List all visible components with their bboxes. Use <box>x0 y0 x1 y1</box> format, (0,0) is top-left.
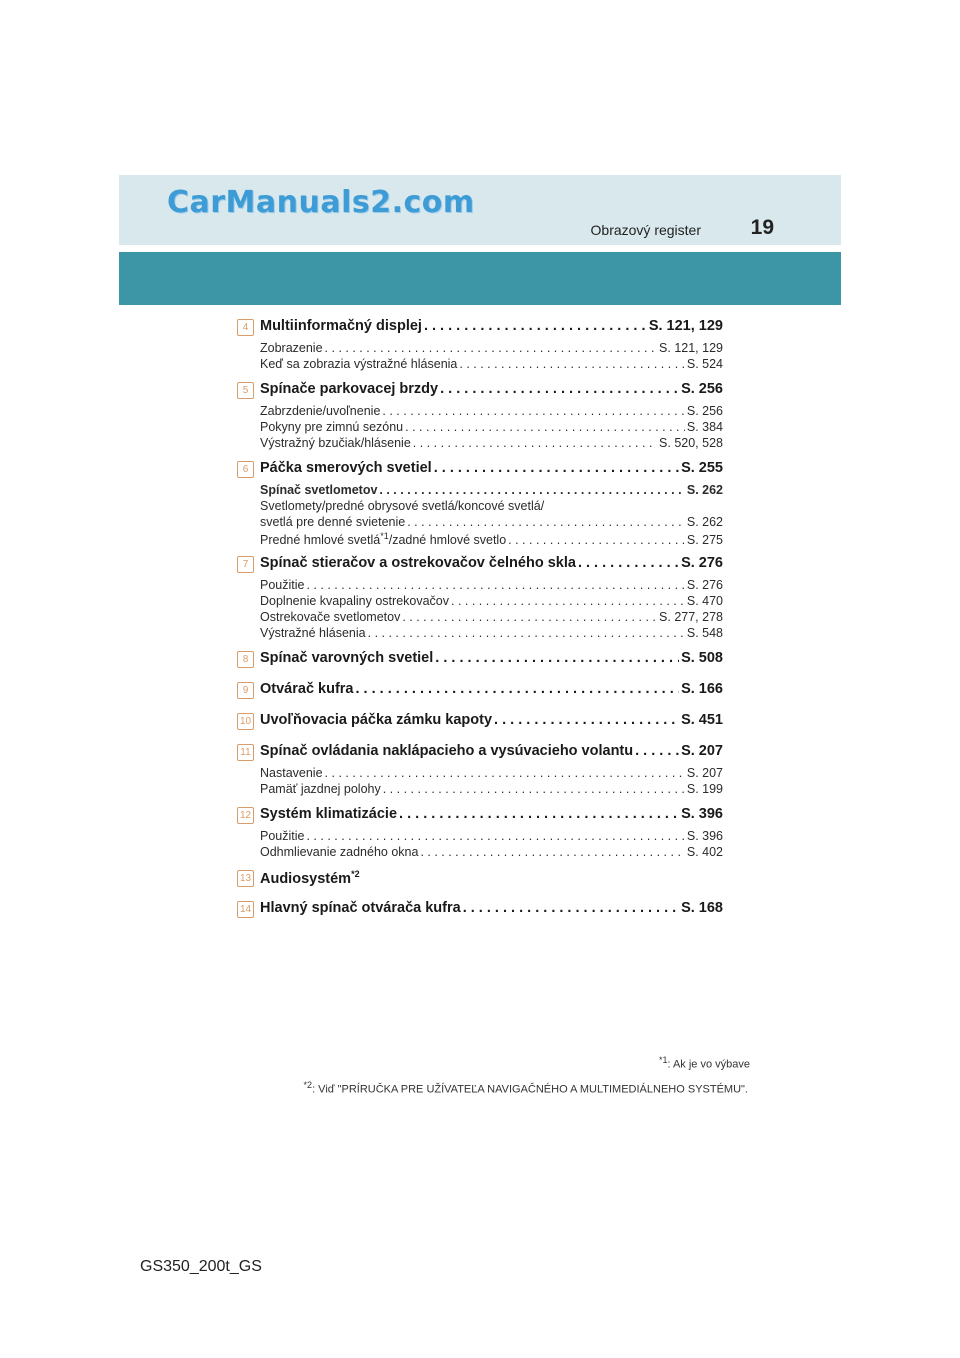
index-entries <box>237 318 723 931</box>
sub-label-text: Použitie <box>260 578 305 592</box>
sub-label-text: Pamäť jazdnej polohy <box>260 782 381 796</box>
leader-dots <box>325 341 658 355</box>
entry-title-line[interactable] <box>260 869 723 892</box>
sub-page-ref: S. 402 <box>686 845 723 859</box>
entry-title <box>260 712 492 728</box>
index-entry <box>237 318 723 373</box>
sub-label <box>260 531 506 547</box>
entry-number-badge: 13 <box>237 870 254 887</box>
entry-page-ref: S. 276 <box>681 555 723 571</box>
entry-page-ref: S. 256 <box>681 381 723 397</box>
index-entry <box>237 381 723 452</box>
entry-title-line[interactable] <box>260 650 723 673</box>
entry-number-badge: 11 <box>237 744 254 761</box>
leader-dots <box>508 533 685 547</box>
sub-page-ref: S. 262 <box>686 515 723 529</box>
entry-page-ref: S. 451 <box>681 712 723 728</box>
leader-dots <box>405 420 685 434</box>
entry-sub-line[interactable] <box>260 483 723 499</box>
entry-gap <box>237 373 723 381</box>
sub-page-ref: S. 275 <box>686 533 723 548</box>
entry-number-badge: 7 <box>237 556 254 573</box>
index-entry <box>237 806 723 861</box>
index-entry <box>237 460 723 547</box>
footnote-2-text: : Viď "PRÍRUČKA PRE UŽÍVATEĽA NAVIGAČNÉHO A MULTIMEDIÁLNEHO SYSTÉMU". <box>312 1083 748 1096</box>
entry-sub-line[interactable] <box>260 594 723 610</box>
sub-label-text: Nastavenie <box>260 766 323 780</box>
entry-title <box>260 381 438 397</box>
sub-label <box>260 782 381 796</box>
sub-label <box>260 404 380 418</box>
index-entry <box>237 681 723 704</box>
entry-number-badge: 10 <box>237 713 254 730</box>
entry-sub-line[interactable] <box>260 436 723 452</box>
entry-page-ref: S. 121, 129 <box>648 318 723 334</box>
sub-label <box>260 578 304 592</box>
sub-label-text: Predné hmlové svetlá <box>260 533 381 548</box>
entry-title <box>260 806 397 822</box>
entry-title-footnote-mark: *2 <box>351 869 360 879</box>
entry-title <box>260 555 576 571</box>
entry-title-text: Spínač ovládania naklápacieho a vysúvacieho volantu <box>260 743 634 759</box>
leader-dots <box>383 782 685 796</box>
entry-page-ref: S. 207 <box>681 743 723 759</box>
leader-dots <box>356 681 680 697</box>
entry-sub-line[interactable] <box>260 531 723 547</box>
entry-title <box>260 900 461 916</box>
entry-page-ref: S. 508 <box>681 650 723 666</box>
sub-label-text: Doplnenie kvapaliny ostrekovačov <box>260 594 449 608</box>
entry-title-line[interactable] <box>260 900 723 923</box>
sub-label-text: Použitie <box>260 829 305 843</box>
header-bar <box>119 252 841 305</box>
entry-sub-line[interactable] <box>260 515 723 531</box>
entry-title <box>260 743 633 759</box>
leader-dots <box>435 650 679 666</box>
entry-gap <box>237 735 723 743</box>
leader-dots <box>578 555 679 571</box>
index-entry <box>237 555 723 642</box>
leader-dots <box>434 460 679 476</box>
sub-label-text: Výstražné hlásenia <box>260 626 366 640</box>
sub-label <box>260 420 403 434</box>
entry-number-badge: 5 <box>237 382 254 399</box>
entry-gap <box>237 892 723 900</box>
leader-dots <box>459 357 684 371</box>
sub-footnote-mark: *1 <box>380 531 389 541</box>
sub-label <box>260 610 400 624</box>
sub-label-text: Zabrzdenie/uvoľnenie <box>260 404 381 418</box>
entry-gap <box>237 861 723 869</box>
section-title: Obrazový register <box>590 222 701 238</box>
sub-label <box>260 766 323 780</box>
footnote-1-text: : Ak je vo výbave <box>667 1058 750 1071</box>
entry-sub-line[interactable] <box>260 829 723 845</box>
sub-page-ref: S. 520, 528 <box>659 436 723 450</box>
sub-label <box>260 499 544 513</box>
entry-title-text: Uvoľňovacia páčka zámku kapoty <box>260 712 493 728</box>
entry-sub-line[interactable] <box>260 845 723 861</box>
logo: CarManuals2.com <box>167 185 475 220</box>
index-entry <box>237 743 723 798</box>
footnote-2 <box>304 1080 748 1096</box>
leader-dots <box>379 483 684 497</box>
entry-sub-line[interactable] <box>260 341 723 357</box>
entry-title-line[interactable] <box>260 381 723 404</box>
entry-sub-line[interactable] <box>260 610 723 626</box>
entry-title-text: Spínač stieračov a ostrekovačov čelného skla <box>260 555 576 571</box>
entry-title-text: Páčka smerových svetiel <box>260 460 432 476</box>
footnote-2-mark: *2 <box>303 1080 313 1090</box>
sub-label <box>260 357 457 371</box>
entry-title-line[interactable] <box>260 743 723 766</box>
entry-title-text: Multiinformačný displej <box>260 318 422 334</box>
page-number: 19 <box>750 216 774 239</box>
header-top <box>119 175 841 245</box>
sub-label <box>260 515 405 529</box>
leader-dots <box>451 594 685 608</box>
entry-number-badge: 8 <box>237 651 254 668</box>
entry-title-text: Spínače parkovacej brzdy <box>260 381 439 397</box>
sub-page-ref: S. 548 <box>686 626 723 640</box>
sub-page-ref: S. 384 <box>686 420 723 434</box>
sub-label <box>260 341 323 355</box>
entry-gap <box>237 704 723 712</box>
entry-title-text: Spínač varovných svetiel <box>260 650 434 666</box>
sub-label-text: Keď sa zobrazia výstražné hlásenia <box>260 357 458 371</box>
sub-label-text-cont: /zadné hmlové svetlo <box>388 533 507 548</box>
sub-page-ref: S. 256 <box>686 404 723 418</box>
leader-dots <box>399 806 679 822</box>
leader-dots <box>635 743 679 759</box>
entry-page-ref: S. 396 <box>681 806 723 822</box>
entry-title-text: Hlavný spínač otvárača kufra <box>260 900 461 916</box>
entry-page-ref: S. 166 <box>681 681 723 697</box>
entry-sub-line[interactable] <box>260 357 723 373</box>
leader-dots <box>407 515 685 529</box>
index-entry <box>237 712 723 735</box>
entry-title <box>260 869 360 887</box>
entry-title-text: Otvárač kufra <box>260 681 354 697</box>
entry-page-ref: S. 168 <box>681 900 723 916</box>
footnote-1 <box>659 1055 750 1071</box>
leader-dots <box>382 404 684 418</box>
entry-gap <box>237 547 723 555</box>
sub-page-ref: S. 276 <box>686 578 723 592</box>
entry-sub-line[interactable] <box>260 626 723 642</box>
sub-label-text: Svetlomety/predné obrysové svetlá/koncové svetlá/ <box>260 499 545 513</box>
leader-dots <box>463 900 679 916</box>
sub-label-text: Spínač svetlometov <box>260 483 378 497</box>
sub-page-ref: S. 199 <box>686 782 723 796</box>
entry-title-text: Audiosystém <box>260 870 352 887</box>
entry-page-ref: S. 255 <box>681 460 723 476</box>
entry-title <box>260 681 354 697</box>
leader-dots <box>440 381 679 397</box>
leader-dots <box>306 578 684 592</box>
entry-sub-line[interactable] <box>260 404 723 420</box>
entry-title <box>260 460 432 476</box>
index-entry <box>237 650 723 673</box>
entry-title-line[interactable] <box>260 681 723 704</box>
entry-title <box>260 650 433 666</box>
sub-page-ref: S. 277, 278 <box>659 610 723 624</box>
sub-label-text: Odhmlievanie zadného okna <box>260 845 419 859</box>
footer-model: GS350_200t_GS <box>140 1258 262 1275</box>
sub-page-ref: S. 207 <box>686 766 723 780</box>
entry-number-badge: 6 <box>237 461 254 478</box>
sub-page-ref: S. 262 <box>686 483 723 497</box>
entry-sub-line[interactable] <box>260 578 723 594</box>
sub-label <box>260 436 411 450</box>
sub-label-text: Zobrazenie <box>260 341 323 355</box>
sub-page-ref: S. 470 <box>686 594 723 608</box>
entry-gap <box>237 673 723 681</box>
index-entry <box>237 900 723 923</box>
sub-label-text: Pokyny pre zimnú sezónu <box>260 420 404 434</box>
entry-number-badge: 4 <box>237 319 254 336</box>
entry-number-badge: 14 <box>237 901 254 918</box>
entry-title-line[interactable] <box>260 460 723 483</box>
leader-dots <box>368 626 685 640</box>
leader-dots <box>325 766 685 780</box>
entry-title-line[interactable] <box>260 806 723 829</box>
entry-gap <box>237 642 723 650</box>
entry-gap <box>237 452 723 460</box>
sub-label-text: Ostrekovače svetlometov <box>260 610 401 624</box>
leader-dots <box>420 845 684 859</box>
entry-sub-line[interactable] <box>260 420 723 436</box>
leader-dots <box>306 829 684 843</box>
entry-number-badge: 12 <box>237 807 254 824</box>
leader-dots <box>494 712 679 728</box>
sub-label <box>260 845 418 859</box>
leader-dots <box>424 318 647 334</box>
entry-sub-line[interactable] <box>260 499 723 515</box>
index-entry <box>237 869 723 892</box>
sub-label-text: Výstražný bzučiak/hlásenie <box>260 436 411 450</box>
entry-title-line[interactable] <box>260 712 723 735</box>
entry-number-badge: 9 <box>237 682 254 699</box>
entry-gap <box>237 798 723 806</box>
entry-title-line[interactable] <box>260 318 723 341</box>
sub-page-ref: S. 121, 129 <box>659 341 723 355</box>
sub-label <box>260 829 304 843</box>
leader-dots <box>402 610 657 624</box>
sub-label <box>260 626 366 640</box>
entry-title <box>260 318 422 334</box>
sub-label <box>260 483 377 497</box>
entry-sub-line[interactable] <box>260 782 723 798</box>
entry-title-text: Systém klimatizácie <box>260 806 398 822</box>
sub-page-ref: S. 396 <box>686 829 723 843</box>
sub-page-ref: S. 524 <box>686 357 723 371</box>
entry-title-line[interactable] <box>260 555 723 578</box>
entry-gap <box>237 923 723 931</box>
leader-dots <box>413 436 657 450</box>
sub-label <box>260 594 449 608</box>
sub-label-text: svetlá pre denné svietenie <box>260 515 406 529</box>
entry-sub-line[interactable] <box>260 766 723 782</box>
footnote-1-mark: *1 <box>658 1055 668 1065</box>
